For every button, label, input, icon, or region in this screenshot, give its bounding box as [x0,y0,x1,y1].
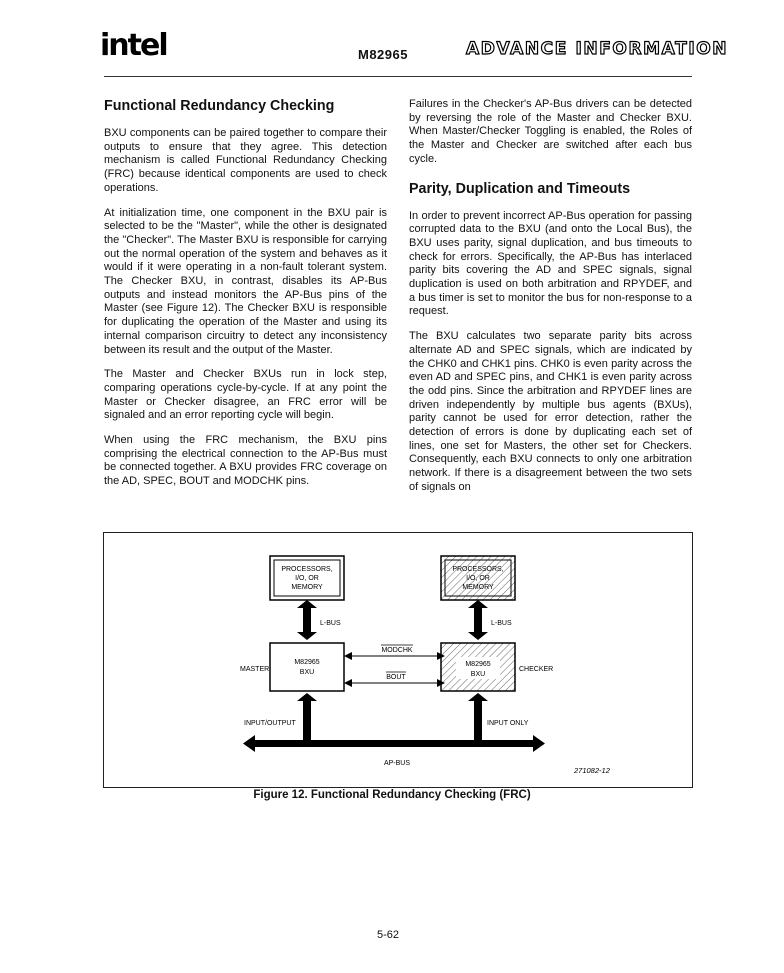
right-lbus-arrow [474,607,482,633]
paragraph: The Master and Checker BXUs run in lock step, comparing operations cycle-by-cycle. If at any point the Master or Checker disagree, an FRC error will be signaled and an error reporting cycle will begin. [104,368,387,422]
paragraph: The BXU calculates two separate parity bits across alternate AD and SPEC signals, which are indicated by the CHK0 and CHK1 pins. CHK0 is even parity across the even AD and SPEC pins, and CHK1 is even parity across the odd pins. Since the arbitration and RPYDEF lines are driven independently by multiple bus agents (BXUs), parity cannot be used for error detection, rather the detection of errors is done by duplicating each set of lines, one set for Masters, the other set for Checkers. Consequently, each BXU connects to only one arbitration network. If there is a disagreement between the two sets of signals on [409,330,692,493]
bout-label: BOUT [386,674,406,681]
paragraph: Failures in the Checker's AP-Bus drivers can be detected by reversing the role of the Master and Checker BXU. When Master/Checker Toggling is enabled, the Roles of the Master and Checker are switched after each bus cycle. [409,98,692,165]
right-box-line: MEMORY [462,584,494,591]
advance-information-banner: ADVANCE INFORMATION [466,39,729,59]
master-apbus-arrow [303,700,311,740]
paragraph: BXU components can be paired together to compare their outputs to ensure that they agree. This detection mechanism is called Functional Redundancy Checking (FRC) because identical components are used to check operations. [104,127,387,194]
right-column [409,98,692,506]
left-box-line: PROCESSORS, [281,566,333,573]
left-box-line: MEMORY [291,584,323,591]
checker-label: CHECKER [519,666,554,673]
master-bxu-box [270,643,344,691]
left-lbus-label: L-BUS [320,620,341,627]
input-output-label: INPUT/OUTPUT [244,720,296,727]
master-chip-label: M82965 [294,659,320,666]
part-number: M82965 [358,47,408,62]
frc-diagram [104,533,692,787]
input-only-label: INPUT ONLY [487,720,529,727]
left-box-line: I/O, OR [295,575,319,582]
paragraph: At initialization time, one component in the BXU pair is selected to be the "Master", while the other is designated the "Checker". The Master BXU is responsible for carrying out the normal operation of the system and behaves as it would if it were operating in a non-fault tolerant system. The Checker BXU, in contrast, disables its AP-Bus outputs and instead monitors the AP-Bus pins of the Master (see Figure 12). The Checker BXU is responsible for duplicating the operation of the Master and using its internal comparison circuitry to detect any inconsistency between its result and the output of the Master. [104,206,387,356]
figure-caption: Figure 12. Functional Redundancy Checking (FRC) [253,789,531,801]
right-box-line: PROCESSORS, [452,566,504,573]
heading-parity: Parity, Duplication and Timeouts [409,180,631,197]
master-label: MASTER [240,666,270,673]
checker-apbus-arrow [474,700,482,740]
ap-bus-label: AP-BUS [383,760,411,767]
ap-bus [254,740,534,747]
figure-frc-diagram [103,532,693,788]
paragraph: When using the FRC mechanism, the BXU pins comprising the electrical connection to the AP-Bus must be connected together. A BXU provides FRC coverage on the AD, SPEC, BOUT and MODCHK pins. [104,434,387,488]
checker-chip-label: M82965 [465,661,491,668]
left-column [104,98,387,500]
modchk-label: MODCHK [381,647,413,654]
header-rule [104,76,692,77]
intel-logo: intel [100,28,167,63]
right-box-line: I/O, OR [466,575,490,582]
left-lbus-arrow [303,607,311,633]
right-lbus-label: L-BUS [491,620,512,627]
checker-chip-label: BXU [470,671,486,678]
master-chip-label: BXU [299,669,315,676]
figure-ref-number: 271082-12 [574,766,610,775]
page-number: 5-62 [377,929,400,941]
heading-frc: Functional Redundancy Checking [104,98,335,114]
paragraph: In order to prevent incorrect AP-Bus operation for passing corrupted data to the BXU (and onto the Local Bus), the BXU uses parity, signal duplication, and bus timeouts to check for errors. Specifically, the AP-Bus has interlaced parity bits covering the AD and SPEC signals, signal duplication is used on both arbitration and RPYDEF, and a bus timer is set to monitor the bus for non-response to a request. [409,209,692,318]
